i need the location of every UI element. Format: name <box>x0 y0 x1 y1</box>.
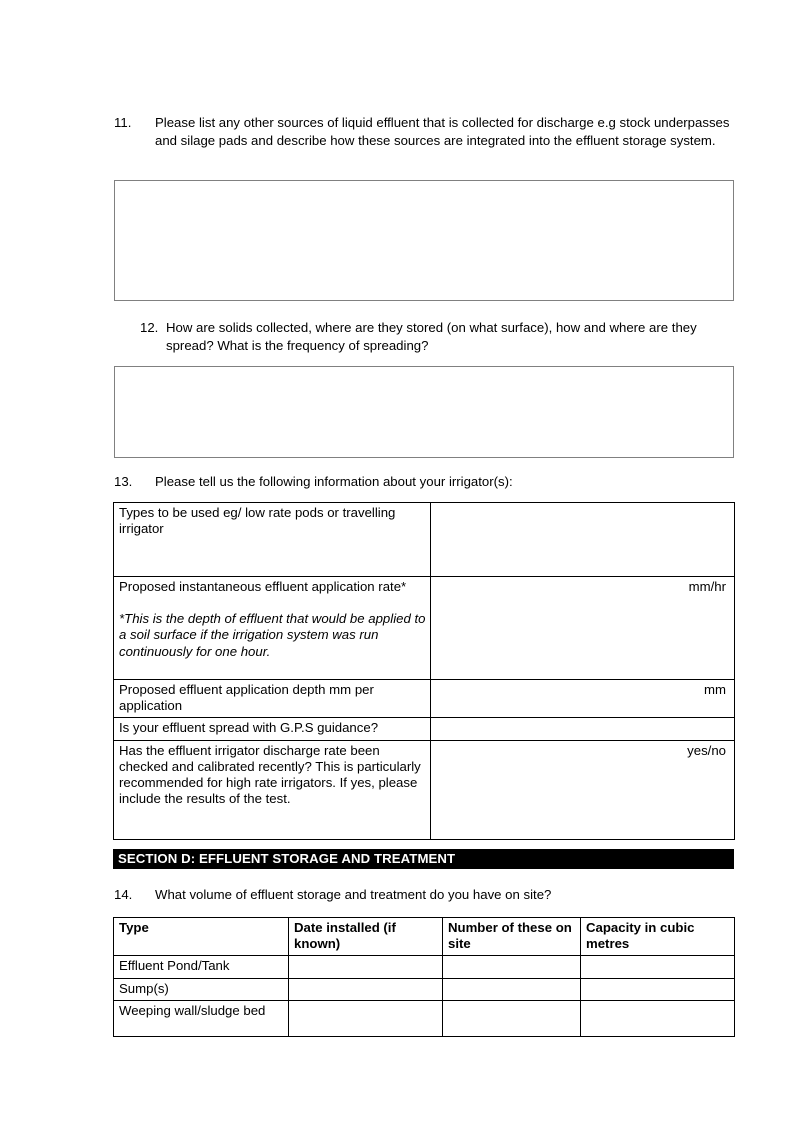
irrigator-row-3-label <box>114 718 431 740</box>
irrigator-row-0-label-text: Types to be used eg/ low rate pods or travelling irrigator <box>119 505 396 537</box>
table-header-row <box>114 918 735 956</box>
irrigator-table <box>113 502 735 840</box>
question-14-number: 14. <box>114 887 133 902</box>
table-row <box>114 503 735 577</box>
storage-header-number-on-site: Number of these on site <box>443 918 581 956</box>
question-11-answer-box[interactable] <box>114 180 734 301</box>
storage-row-2-type: Weeping wall/sludge bed <box>114 1000 289 1036</box>
storage-row-1-type: Sump(s) <box>114 978 289 1000</box>
irrigator-row-3-label-text: Is your effluent spread with G.P.S guidance? <box>119 720 379 736</box>
storage-row-2-date[interactable] <box>289 1000 443 1036</box>
table-row <box>114 718 735 740</box>
irrigator-row-4-label-text: Has the effluent irrigator discharge rate been checked and calibrated recently? This is particularly recommended for high rate irrigators. If yes, please include the results of the test. <box>119 742 421 807</box>
storage-row-0-date[interactable] <box>289 956 443 978</box>
section-d-header: SECTION D: EFFLUENT STORAGE AND TREATMENT <box>113 849 734 869</box>
storage-row-0-type: Effluent Pond/Tank <box>114 956 289 978</box>
storage-header-date-installed: Date installed (if known) <box>289 918 443 956</box>
question-13-text: Please tell us the following information about your irrigator(s): <box>155 474 513 489</box>
storage-row-1-number[interactable] <box>443 978 581 1000</box>
table-row <box>114 740 735 839</box>
question-11 <box>114 114 736 149</box>
question-11-text: Please list any other sources of liquid effluent that is collected for discharge e.g stock underpasses and silage pads and describe how these sources are integrated into the effluent storage system. <box>155 115 730 148</box>
irrigator-row-2-label <box>114 680 431 718</box>
irrigator-row-3-value[interactable] <box>431 718 735 740</box>
question-12-answer-box[interactable] <box>114 366 734 458</box>
storage-table <box>113 917 735 1037</box>
storage-header-capacity: Capacity in cubic metres <box>581 918 735 956</box>
irrigator-row-1-label-text: Proposed instantaneous effluent application rate* <box>119 579 407 594</box>
question-14-text: What volume of effluent storage and treatment do you have on site? <box>155 887 552 902</box>
irrigator-row-0-value[interactable] <box>431 503 735 577</box>
question-12-number: 12. <box>140 320 159 335</box>
table-row <box>114 577 735 680</box>
storage-row-2-capacity[interactable] <box>581 1000 735 1036</box>
table-row <box>114 680 735 718</box>
question-11-number: 11. <box>114 115 132 130</box>
storage-row-0-capacity[interactable] <box>581 956 735 978</box>
storage-row-2-number[interactable] <box>443 1000 581 1036</box>
irrigator-row-2-label-text: Proposed effluent application depth mm per application <box>119 682 374 714</box>
question-14 <box>114 886 736 904</box>
irrigator-row-1-note: *This is the depth of effluent that would be applied to a soil surface if the irrigation system was run continuously for one hour. <box>119 611 426 659</box>
storage-row-1-date[interactable] <box>289 978 443 1000</box>
question-12-text: How are solids collected, where are they stored (on what surface), how and where are they spread? What is the frequency of spreading? <box>166 320 697 353</box>
storage-row-1-capacity[interactable] <box>581 978 735 1000</box>
table-row <box>114 1000 735 1036</box>
storage-row-0-number[interactable] <box>443 956 581 978</box>
question-13-number: 13. <box>114 474 133 489</box>
table-row <box>114 956 735 978</box>
storage-header-type: Type <box>114 918 289 956</box>
irrigator-row-1-value[interactable]: mm/hr <box>431 577 735 680</box>
irrigator-row-1-label <box>114 577 431 680</box>
irrigator-row-0-label <box>114 503 431 577</box>
question-12 <box>140 319 736 354</box>
table-row <box>114 978 735 1000</box>
irrigator-row-4-value[interactable]: yes/no <box>431 740 735 839</box>
irrigator-row-4-label <box>114 740 431 839</box>
irrigator-row-2-value[interactable]: mm <box>431 680 735 718</box>
question-13 <box>114 473 736 491</box>
